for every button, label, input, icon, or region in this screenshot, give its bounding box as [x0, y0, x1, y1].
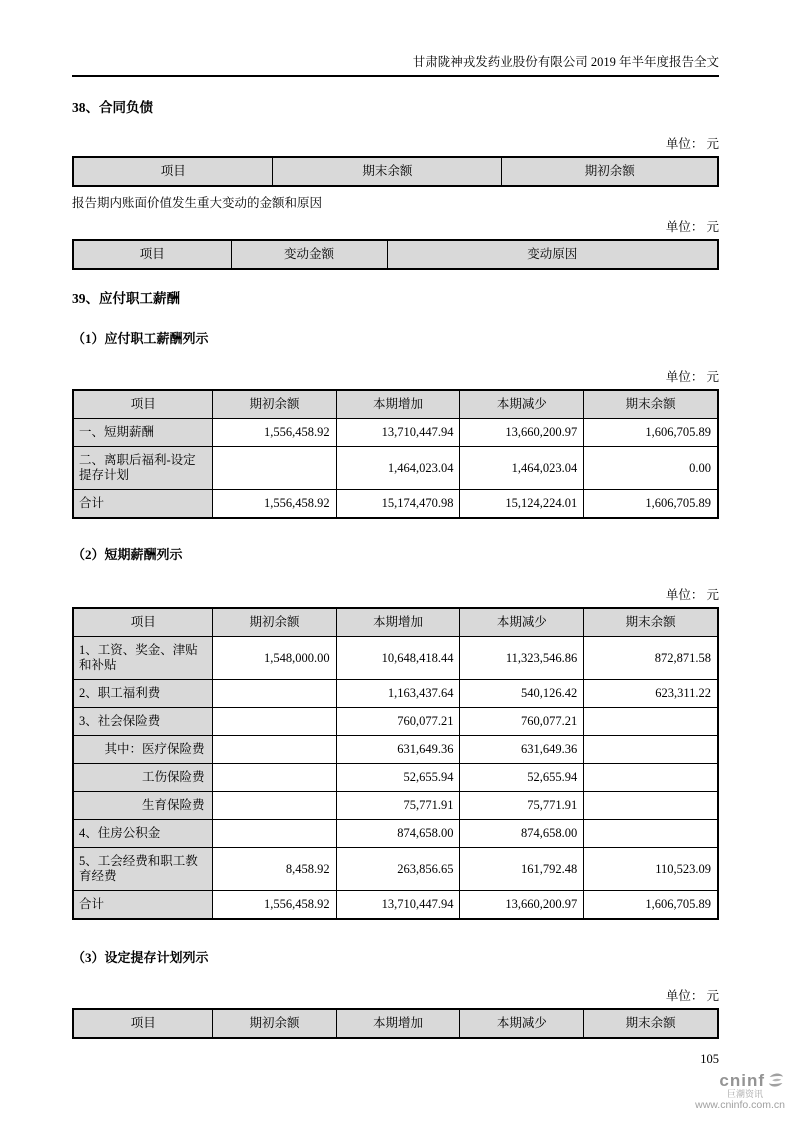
section-38-title: 38、合同负债 [72, 100, 153, 115]
row-label: 工伤保险费 [73, 764, 213, 792]
table-header-row [73, 240, 718, 269]
cell: 1,556,458.92 [213, 419, 336, 447]
document-header [72, 0, 719, 77]
document-header-title: 甘肃陇神戎发药业股份有限公司 2019 年半年度报告全文 [412, 55, 719, 69]
cninfo-chinese-name: 巨潮资讯 [726, 1089, 763, 1099]
table-row [73, 708, 718, 736]
note-text: 报告期内账面价值发生重大变动的金额和原因 [72, 196, 323, 210]
column-header: 本期减少 [460, 608, 584, 637]
column-header: 项目 [73, 608, 213, 637]
cell: 631,649.36 [336, 736, 460, 764]
cell [584, 792, 718, 820]
cell: 13,660,200.97 [460, 891, 584, 920]
row-label: 一、短期薪酬 [73, 419, 213, 447]
cell: 75,771.91 [460, 792, 584, 820]
cell: 110,523.09 [584, 848, 718, 891]
cell: 15,174,470.98 [336, 490, 460, 519]
cell: 52,655.94 [336, 764, 460, 792]
cell: 75,771.91 [336, 792, 460, 820]
cninfo-url: www.cninfo.com.cn [695, 1099, 785, 1111]
cell: 1,606,705.89 [584, 490, 718, 519]
cell [213, 820, 336, 848]
column-header: 项目 [73, 1009, 213, 1038]
cell: 1,163,437.64 [336, 680, 460, 708]
table-row [73, 891, 718, 920]
cell: 1,606,705.89 [584, 891, 718, 920]
table-row [73, 736, 718, 764]
table-row [73, 419, 718, 447]
unit-label: 单位： 元 [665, 370, 719, 384]
cell [213, 792, 336, 820]
short-term-salary-table [72, 607, 719, 920]
cell: 1,556,458.92 [213, 490, 336, 519]
cell: 10,648,418.44 [336, 637, 460, 680]
cell: 13,710,447.94 [336, 419, 460, 447]
cell: 760,077.21 [460, 708, 584, 736]
cell: 52,655.94 [460, 764, 584, 792]
cell: 874,658.00 [336, 820, 460, 848]
unit-label: 单位： 元 [665, 220, 719, 234]
column-header: 项目 [73, 240, 231, 269]
cell [584, 764, 718, 792]
defined-contribution-table [72, 1008, 719, 1039]
table-row [73, 447, 718, 490]
page-content [72, 0, 719, 1067]
cell [584, 736, 718, 764]
section-39-title: 39、应付职工薪酬 [72, 291, 180, 306]
table-row [73, 637, 718, 680]
row-label: 合计 [73, 891, 213, 920]
cell [213, 764, 336, 792]
column-header: 本期减少 [460, 390, 584, 419]
cninfo-watermark [695, 1071, 785, 1112]
column-header: 项目 [73, 390, 213, 419]
table-row [73, 848, 718, 891]
cell: 11,323,546.86 [460, 637, 584, 680]
cell [213, 680, 336, 708]
cell: 760,077.21 [336, 708, 460, 736]
row-label: 其中：医疗保险费 [73, 736, 213, 764]
cell: 1,464,023.04 [336, 447, 460, 490]
subsection-3-title: （3）设定提存计划列示 [72, 950, 209, 965]
page-number: 105 [700, 1052, 719, 1066]
column-header: 期初余额 [213, 390, 336, 419]
row-label: 5、工会经费和职工教育经费 [73, 848, 213, 891]
column-header: 期末余额 [584, 608, 718, 637]
column-header: 期末余额 [273, 157, 502, 186]
table-row [73, 490, 718, 519]
cell [584, 820, 718, 848]
column-header: 期末余额 [584, 1009, 718, 1038]
cell [584, 708, 718, 736]
column-header: 期初余额 [213, 1009, 336, 1038]
row-label: 二、离职后福利-设定提存计划 [73, 447, 213, 490]
column-header: 项目 [73, 157, 273, 186]
column-header: 本期增加 [336, 608, 460, 637]
cell: 263,856.65 [336, 848, 460, 891]
table-header-row [73, 608, 718, 637]
unit-label: 单位： 元 [665, 588, 719, 602]
cell: 1,464,023.04 [460, 447, 584, 490]
cell: 161,792.48 [460, 848, 584, 891]
table-row [73, 764, 718, 792]
unit-label: 单位： 元 [665, 989, 719, 1003]
cell: 8,458.92 [213, 848, 336, 891]
column-header: 期初余额 [213, 608, 336, 637]
table-row [73, 820, 718, 848]
cell: 872,871.58 [584, 637, 718, 680]
cninfo-swirl-icon [767, 1071, 785, 1089]
payroll-summary-table [72, 389, 719, 519]
cell [213, 447, 336, 490]
cell: 1,556,458.92 [213, 891, 336, 920]
column-header: 变动金额 [231, 240, 387, 269]
column-header: 本期增加 [336, 390, 460, 419]
cell: 1,606,705.89 [584, 419, 718, 447]
cell: 623,311.22 [584, 680, 718, 708]
row-label: 1、工资、奖金、津贴和补贴 [73, 637, 213, 680]
table-header-row [73, 390, 718, 419]
cell [213, 708, 336, 736]
change-reason-table [72, 239, 719, 270]
column-header: 期初余额 [502, 157, 718, 186]
row-label: 2、职工福利费 [73, 680, 213, 708]
cell: 13,660,200.97 [460, 419, 584, 447]
table-row [73, 680, 718, 708]
cell: 0.00 [584, 447, 718, 490]
row-label: 3、社会保险费 [73, 708, 213, 736]
row-label: 4、住房公积金 [73, 820, 213, 848]
column-header: 本期减少 [460, 1009, 584, 1038]
cell: 15,124,224.01 [460, 490, 584, 519]
unit-label: 单位： 元 [665, 137, 719, 151]
table-header-row [73, 1009, 718, 1038]
cell: 13,710,447.94 [336, 891, 460, 920]
column-header: 期末余额 [584, 390, 718, 419]
cell: 874,658.00 [460, 820, 584, 848]
table-header-row [73, 157, 718, 186]
cninfo-brand-row [695, 1071, 785, 1089]
cell [213, 736, 336, 764]
contract-liabilities-table [72, 156, 719, 187]
row-label: 生育保险费 [73, 792, 213, 820]
column-header: 变动原因 [387, 240, 718, 269]
cell: 631,649.36 [460, 736, 584, 764]
table-row [73, 792, 718, 820]
column-header: 本期增加 [336, 1009, 460, 1038]
cell: 540,126.42 [460, 680, 584, 708]
subsection-2-title: （2）短期薪酬列示 [72, 547, 183, 562]
subsection-1-title: （1）应付职工薪酬列示 [72, 331, 209, 346]
cell: 1,548,000.00 [213, 637, 336, 680]
row-label: 合计 [73, 490, 213, 519]
cninfo-brand-text: cninf [719, 1070, 765, 1090]
